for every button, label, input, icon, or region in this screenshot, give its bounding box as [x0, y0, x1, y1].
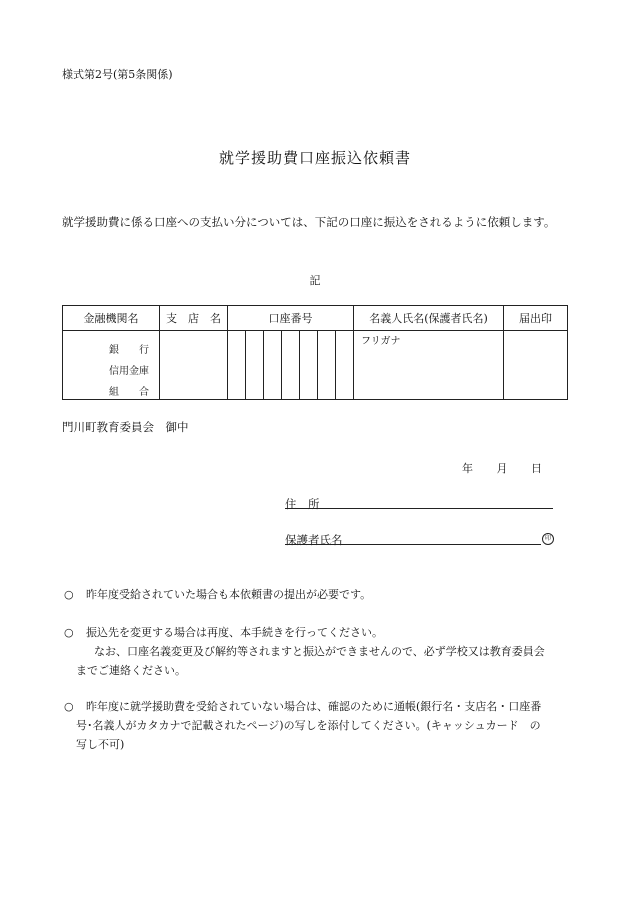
- account-digit-3[interactable]: [264, 331, 282, 400]
- institution-cell[interactable]: [63, 331, 160, 400]
- account-digit-6[interactable]: [318, 331, 336, 400]
- account-digit-4[interactable]: [282, 331, 300, 400]
- note-1-text: 昨年度受給されていた場合も本依頼書の提出が必要です。: [86, 588, 372, 601]
- account-digit-7[interactable]: [336, 331, 354, 400]
- note-1: [64, 585, 574, 604]
- account-digit-1[interactable]: [228, 331, 246, 400]
- note-bullet: ○: [64, 700, 74, 713]
- note-3-line-3: 写し不可): [76, 738, 125, 751]
- note-bullet: ○: [64, 588, 74, 601]
- note-2-line-3: までご連絡ください。: [76, 664, 186, 677]
- note-3: [64, 697, 574, 754]
- institution-type-bank: 銀 行: [109, 345, 149, 356]
- note-2: [64, 623, 574, 680]
- holder-name-cell[interactable]: [354, 331, 504, 400]
- account-table: [62, 305, 568, 400]
- note-bullet: ○: [64, 626, 74, 639]
- recipient: 門川町教育委員会 御中: [62, 420, 189, 434]
- header-branch: 支 店 名: [160, 306, 228, 331]
- seal-cell[interactable]: [504, 331, 568, 400]
- guardian-name-line[interactable]: [285, 544, 541, 545]
- header-holder-name: 名義人氏名(保護者氏名): [354, 306, 504, 331]
- page-title: 就学援助費口座振込依頼書: [218, 149, 411, 167]
- ki-heading: 記: [309, 274, 321, 287]
- header-seal: 届出印: [504, 306, 568, 331]
- note-2-line-1: 振込先を変更する場合は再度、本手続きを行ってください。: [86, 626, 383, 639]
- date-labels: 年 月 日: [462, 462, 542, 475]
- intro-text: 就学援助費に係る口座への支払い分については、下記の口座に振込をされるように依頼します。: [62, 215, 556, 229]
- address-line[interactable]: [285, 508, 553, 509]
- account-digit-5[interactable]: [300, 331, 318, 400]
- institution-type-cooperative: 組 合: [109, 387, 149, 398]
- header-institution: 金融機関名: [63, 306, 160, 331]
- furigana-label: フリガナ: [361, 336, 401, 347]
- header-account-number: 口座番号: [228, 306, 354, 331]
- note-3-line-1: 昨年度に就学援助費を受給されていない場合は、確認のために通帳(銀行名・支店名・口座番: [86, 700, 542, 713]
- guardian-name-label: 保護者氏名: [285, 533, 343, 547]
- address-label: 住 所: [285, 497, 320, 511]
- account-digit-2[interactable]: [246, 331, 264, 400]
- branch-cell[interactable]: [160, 331, 228, 400]
- institution-type-credit-union: 信用金庫: [109, 366, 149, 377]
- seal-mark: 印: [542, 533, 554, 545]
- note-3-line-2: 号･名義人がカタカナで記載されたページ)の写しを添付してください。(キャッシュカード の: [76, 719, 541, 732]
- form-number: 様式第2号(第5条関係): [62, 68, 173, 81]
- note-2-line-2: なお、口座名義変更及び解約等されますと振込ができませんので、必ず学校又は教育委員会: [94, 645, 545, 658]
